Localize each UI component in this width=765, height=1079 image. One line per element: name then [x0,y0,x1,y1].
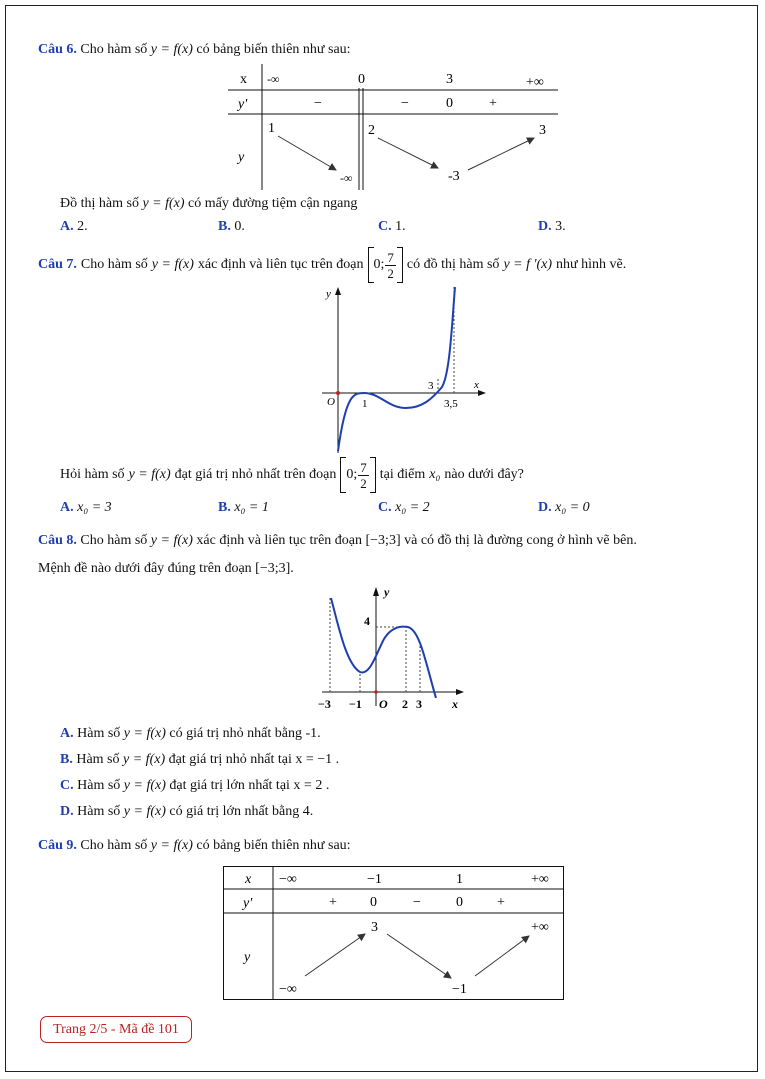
option-text: có giá trị lớn nhất bằng 4. [169,804,314,819]
q9-arrow-up [305,934,365,976]
q7-question-var: x₀ [429,467,441,482]
q9-x-val: −1 [367,872,382,887]
option-text: x₀ = 1 [234,500,269,515]
q7-text-pre: Cho hàm số [80,257,148,272]
option-letter: A. [60,500,74,515]
q8-tick-4: 4 [364,614,370,628]
option-pre: Hàm số [77,804,121,819]
q8-interval: [−3;3] [365,533,401,548]
option-text: x₀ = 3 [77,500,112,515]
option-letter: B. [60,752,73,767]
option-pre: Hàm số [77,778,121,793]
option-text: có giá trị nhỏ nhất bằng -1. [169,726,321,741]
q9-x-val: −∞ [279,872,297,887]
q9-y-label: y [244,950,251,965]
q7-question-interval [340,457,375,493]
q6-func: y = f(x) [150,42,193,57]
q8-tick-2: 2 [402,697,408,711]
q7-func: y = f(x) [151,257,194,272]
q9-func: y = f(x) [150,838,193,853]
q8-line2-interval: [−3;3]. [255,561,294,576]
option-func: y = f(x) [123,778,166,793]
q7-tick-3: 3 [428,380,434,392]
q9-y-val: −∞ [279,982,297,997]
q7-question-post: tại điểm [379,467,426,482]
q7-frac-num: 7 [387,249,394,265]
q7-x-axis-label: x [474,379,479,391]
option-text: 2. [77,219,88,234]
q7-frac-num: 7 [360,459,367,475]
q6-option-d[interactable] [538,219,566,235]
option-letter: D. [538,500,552,515]
option-func: y = f(x) [123,804,166,819]
q7-frac-den: 2 [387,265,394,281]
page-footer: Trang 2/5 - Mã đề 101 [40,1016,192,1043]
q8-line2-text: Mệnh đề nào dưới đây đúng trên đoạn [38,561,252,576]
q6-x-val: -∞ [267,72,280,86]
q9-x-label: x [245,872,252,887]
q9-yp-sign: − [413,895,421,910]
option-pre: Hàm số [77,726,121,741]
q8-text-pre: Cho hàm số [80,533,148,548]
q6-question-text: Đồ thị hàm số [60,196,139,211]
q7-option-b[interactable] [218,500,269,516]
q8-tick-m1: −1 [349,697,362,711]
q7-question-pre: Hỏi hàm số [60,467,125,482]
option-text: đạt giá trị lớn nhất tại x = 2 . [169,778,330,793]
option-func: y = f(x) [123,752,166,767]
q7-option-c[interactable] [378,500,430,516]
q6-text-post: có bảng biến thiên như sau: [196,42,351,57]
q8-text-mid: xác định và liên tục trên đoạn [196,533,362,548]
q6-x-val: +∞ [526,75,544,90]
q8-label: Câu 8. [38,533,77,548]
option-letter: C. [60,778,74,793]
q9-yp-sign: + [497,895,505,910]
q7-tick-1: 1 [362,398,368,410]
q7-interval-left: 0; [346,467,358,482]
q8-prompt [38,533,637,549]
option-letter: A. [60,726,74,741]
q8-x-axis-label: x [452,697,458,711]
q9-y-val: +∞ [531,920,549,935]
q9-arrow-up [475,936,529,976]
q8-option-a[interactable] [60,726,321,742]
q9-yp-sign: 0 [370,895,377,910]
option-letter: C. [378,219,392,234]
q9-variation-table [223,866,564,1001]
q8-func: y = f(x) [150,533,193,548]
q9-x-val: 1 [456,872,463,887]
q9-y-val: −1 [452,982,467,997]
q6-prompt [38,42,351,58]
q7-frac-den: 2 [360,475,367,491]
option-letter: D. [538,219,552,234]
q9-yp-label: y′ [243,896,253,911]
q6-question-func: y = f(x) [142,196,185,211]
q6-y-label: y [238,150,245,165]
q6-yp-sign: − [314,96,322,111]
q6-yp-sign: 0 [446,96,453,111]
q6-yp-sign: + [489,96,497,111]
q6-arrow-down [278,136,336,170]
q6-yp-label: y' [238,97,248,112]
q8-origin-point [374,690,378,694]
q6-option-a[interactable] [60,219,88,235]
q6-x-val: 0 [358,72,365,87]
q6-option-b[interactable] [218,219,245,235]
q6-x-label: x [240,72,247,87]
q6-variation-table [228,64,558,190]
option-text: 1. [395,219,406,234]
option-text: đạt giá trị nhỏ nhất tại x = −1 . [168,752,340,767]
q7-question-func: y = f(x) [128,467,171,482]
q9-text-post: có bảng biến thiên như sau: [196,838,351,853]
q6-arrow-down [378,138,438,168]
q8-option-c[interactable] [60,778,329,794]
q7-interval [368,247,403,283]
option-pre: Hàm số [76,752,120,767]
q8-y-axis-label: y [384,585,390,599]
option-letter: A. [60,219,74,234]
q9-label: Câu 9. [38,838,77,853]
q7-question-mid: đạt giá trị nhỏ nhất trên đoạn [174,467,337,482]
q8-function-graph [318,584,468,714]
q6-yp-sign: − [401,96,409,111]
q7-func2: y = f '(x) [503,257,553,272]
q6-label: Câu 6. [38,42,77,57]
q6-arrow-up [468,138,534,170]
q9-prompt [38,838,351,854]
q7-option-d[interactable] [538,500,590,516]
q7-origin-label: O [327,396,335,408]
option-text: 3. [555,219,566,234]
q8-text-post: và có đồ thị là đường cong ở hình vẽ bên. [404,533,637,548]
q6-y-val: -∞ [340,171,353,185]
option-letter: B. [218,500,231,515]
q8-option-d[interactable] [60,804,313,820]
option-letter: C. [378,500,392,515]
q6-text-pre: Cho hàm số [80,42,148,57]
q9-y-val: 3 [371,920,378,935]
q7-question [60,455,524,495]
q9-yp-sign: 0 [456,895,463,910]
q7-derivative-graph [318,283,490,455]
q7-option-a[interactable] [60,500,112,516]
q7-y-axis-label: y [326,288,331,300]
q8-origin-label: O [379,697,388,711]
q8-option-b[interactable] [60,752,339,768]
q7-question-end: nào dưới đây? [444,467,524,482]
q7-text-post1: có đồ thị hàm số [406,257,500,272]
option-text: x₀ = 2 [395,500,430,515]
q6-question [60,196,357,212]
q6-x-val: 3 [446,72,453,87]
option-letter: D. [60,804,74,819]
q6-option-c[interactable] [378,219,406,235]
option-func: y = f(x) [123,726,166,741]
q7-origin-point [336,391,340,395]
q6-y-val: 3 [539,123,546,138]
option-text: 0. [234,219,245,234]
q9-text-pre: Cho hàm số [80,838,148,853]
q7-text-mid: xác định và liên tục trên đoạn [197,257,364,272]
q7-label: Câu 7. [38,257,77,272]
q7-curve [338,287,455,451]
q6-y-val: -3 [448,169,460,184]
q9-x-val: +∞ [531,872,549,887]
q6-y-val: 2 [368,123,375,138]
q7-interval-left: 0; [373,257,385,272]
q8-tick-m3: −3 [318,697,331,711]
option-text: x₀ = 0 [555,500,590,515]
option-letter: B. [218,219,231,234]
q9-yp-sign: + [329,895,337,910]
q8-line2 [38,561,294,577]
q7-prompt [38,245,626,285]
q6-question-post: có mấy đường tiệm cận ngang [188,196,358,211]
q6-y-val: 1 [268,121,275,136]
q8-tick-3: 3 [416,697,422,711]
q9-arrow-down [387,934,451,978]
q7-text-post2: như hình vẽ. [556,257,627,272]
q7-tick-35: 3,5 [444,398,458,410]
